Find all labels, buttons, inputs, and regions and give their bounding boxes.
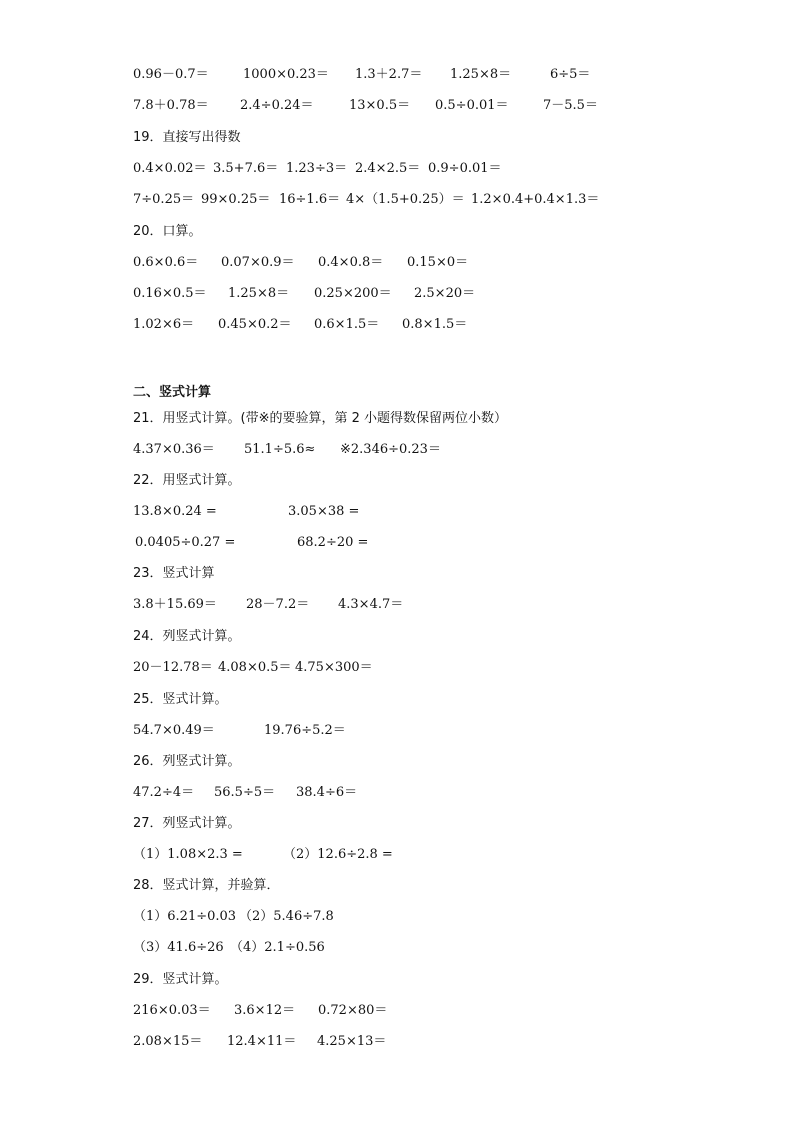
problem: （1）1.08×2.3 = bbox=[133, 847, 243, 862]
problem: 2.5×20＝ bbox=[414, 286, 476, 301]
problem: 0.72×80＝ bbox=[318, 1003, 388, 1018]
problem: 4.25×13＝ bbox=[317, 1034, 387, 1049]
problem: 1000×0.23＝ bbox=[243, 67, 329, 82]
problem: 4.08×0.5＝ bbox=[218, 660, 292, 675]
problem: 68.2÷20 = bbox=[297, 535, 369, 550]
problem: 0.9÷0.01＝ bbox=[428, 161, 502, 176]
problem: （2）5.46÷7.8 bbox=[239, 909, 334, 924]
problem: 1.2×0.4+0.4×1.3＝ bbox=[471, 192, 600, 207]
problem: 0.4×0.02＝ bbox=[133, 161, 207, 176]
problem: 13.8×0.24 = bbox=[133, 504, 217, 519]
problem: 1.25×8＝ bbox=[450, 67, 512, 82]
problem: （3）41.6÷26 bbox=[133, 940, 224, 955]
problem: 3.5+7.6＝ bbox=[213, 161, 279, 176]
question-24-title: 24．列竖式计算。 bbox=[133, 629, 241, 644]
problem: 16÷1.6＝ bbox=[279, 192, 341, 207]
problem: 4.3×4.7＝ bbox=[338, 597, 404, 612]
question-22-title: 22．用竖式计算。 bbox=[133, 473, 241, 488]
problem: 1.3＋2.7＝ bbox=[355, 67, 423, 82]
problem: 1.23÷3＝ bbox=[286, 161, 348, 176]
problem: 54.7×0.49＝ bbox=[133, 723, 215, 738]
section-2-title: 二、竖式计算 bbox=[133, 385, 212, 400]
problem: 51.1÷5.6≈ bbox=[244, 442, 316, 457]
problem: 4.37×0.36＝ bbox=[133, 442, 215, 457]
question-29-title: 29．竖式计算。 bbox=[133, 972, 228, 987]
problem: 56.5÷5＝ bbox=[214, 785, 276, 800]
problem: ※2.346÷0.23＝ bbox=[340, 442, 441, 457]
problem: 0.16×0.5＝ bbox=[133, 286, 207, 301]
problem: 3.8＋15.69＝ bbox=[133, 597, 217, 612]
problem: 216×0.03＝ bbox=[133, 1003, 211, 1018]
question-27-title: 27．列竖式计算。 bbox=[133, 816, 241, 831]
problem: 4×（1.5+0.25）＝ bbox=[346, 192, 465, 207]
problem: 2.4÷0.24＝ bbox=[240, 98, 314, 113]
problem: 7.8＋0.78＝ bbox=[133, 98, 209, 113]
problem: 1.25×8＝ bbox=[228, 286, 290, 301]
problem: 0.07×0.9＝ bbox=[221, 255, 295, 270]
question-20-title: 20．口算。 bbox=[133, 224, 202, 239]
question-26-title: 26．列竖式计算。 bbox=[133, 754, 241, 769]
problem: （4）2.1÷0.56 bbox=[230, 940, 325, 955]
problem: 0.25×200＝ bbox=[314, 286, 392, 301]
problem: 0.15×0＝ bbox=[407, 255, 469, 270]
question-25-title: 25．竖式计算。 bbox=[133, 692, 228, 707]
problem: 0.6×0.6＝ bbox=[133, 255, 199, 270]
problem: 19.76÷5.2＝ bbox=[264, 723, 346, 738]
problem: 2.4×2.5＝ bbox=[355, 161, 421, 176]
question-19-title: 19．直接写出得数 bbox=[133, 130, 241, 145]
problem: 99×0.25＝ bbox=[201, 192, 271, 207]
problem: 3.6×12＝ bbox=[234, 1003, 296, 1018]
question-21-title: 21．用竖式计算。(带※的要验算，第 2 小题得数保留两位小数） bbox=[133, 411, 508, 426]
problem: 0.0405÷0.27 = bbox=[135, 535, 236, 550]
problem: 13×0.5＝ bbox=[349, 98, 411, 113]
problem: 4.75×300＝ bbox=[295, 660, 373, 675]
problem: 47.2÷4＝ bbox=[133, 785, 195, 800]
question-23-title: 23．竖式计算 bbox=[133, 566, 215, 581]
problem: 0.45×0.2＝ bbox=[218, 317, 292, 332]
problem: 3.05×38 = bbox=[288, 504, 360, 519]
problem: 7－5.5＝ bbox=[543, 98, 598, 113]
problem: 0.8×1.5＝ bbox=[402, 317, 468, 332]
question-28-title: 28．竖式计算，并验算． bbox=[133, 878, 280, 893]
problem: 28－7.2＝ bbox=[246, 597, 310, 612]
problem: 0.4×0.8＝ bbox=[318, 255, 384, 270]
problem: 0.96－0.7＝ bbox=[133, 67, 209, 82]
problem: 6÷5＝ bbox=[550, 67, 591, 82]
problem: 0.6×1.5＝ bbox=[314, 317, 380, 332]
problem: 20－12.78＝ bbox=[133, 660, 213, 675]
problem: 7÷0.25＝ bbox=[133, 192, 195, 207]
problem: （1）6.21÷0.03 bbox=[133, 909, 237, 924]
problem: 38.4÷6＝ bbox=[296, 785, 358, 800]
problem: 1.02×6＝ bbox=[133, 317, 195, 332]
problem: （2）12.6÷2.8 = bbox=[283, 847, 393, 862]
problem: 12.4×11＝ bbox=[227, 1034, 297, 1049]
problem: 0.5÷0.01＝ bbox=[435, 98, 509, 113]
problem: 2.08×15＝ bbox=[133, 1034, 203, 1049]
